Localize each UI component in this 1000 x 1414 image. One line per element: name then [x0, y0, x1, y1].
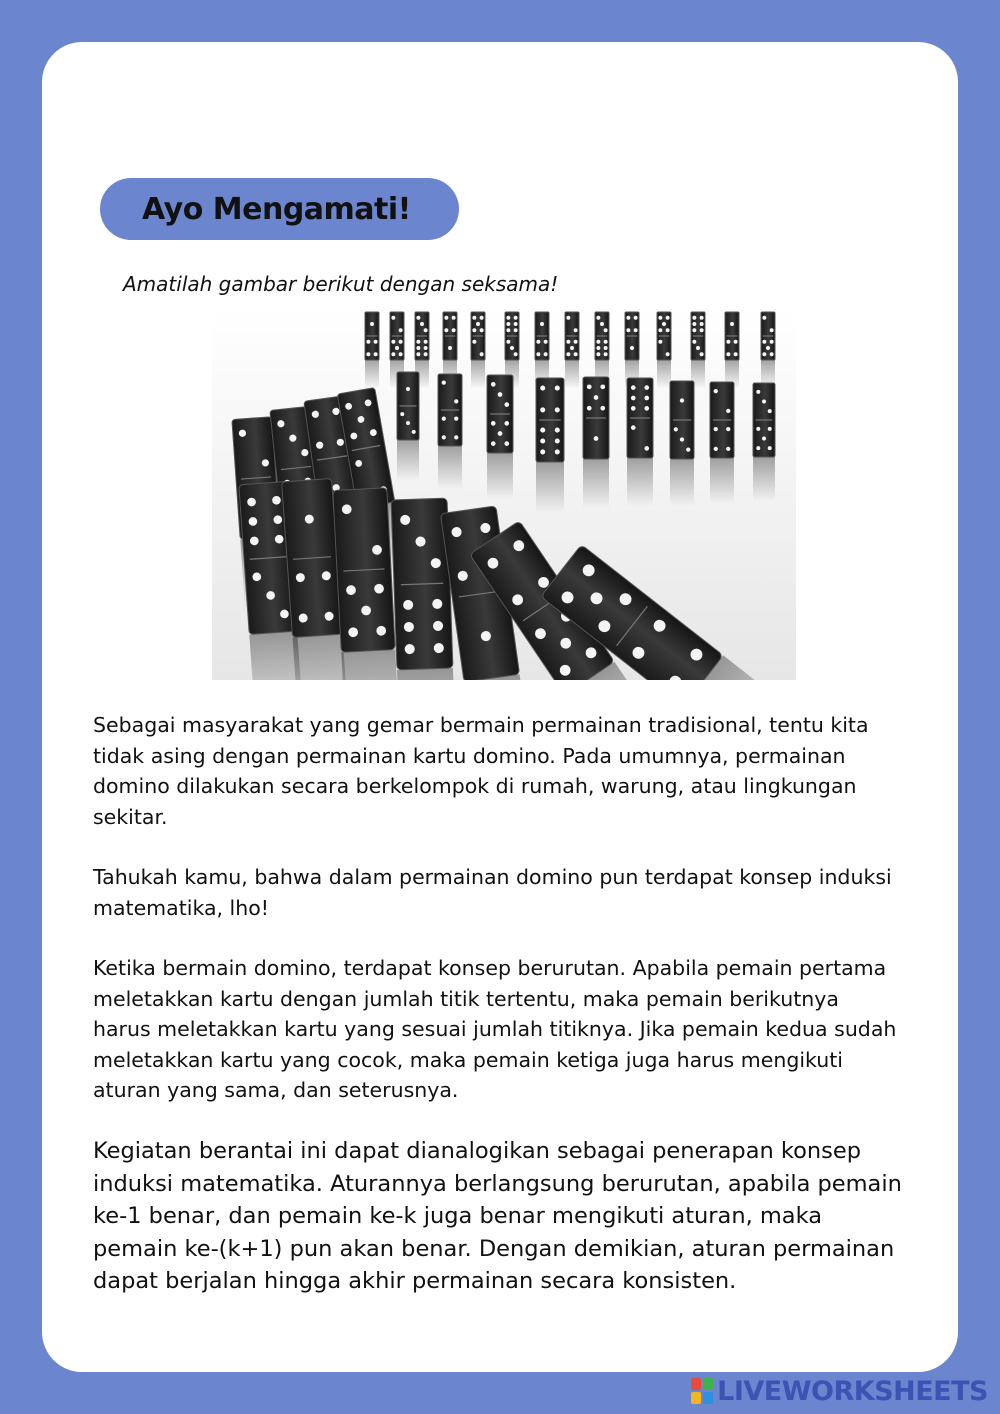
domino-tile	[691, 312, 705, 389]
domino-tile	[657, 312, 671, 389]
domino-tile	[670, 381, 694, 506]
domino-tile	[365, 312, 379, 389]
paragraph-intro: Sebagai masyarakat yang gemar bermain permainan tradisional, tentu kita tidak asing dengan permainan kartu domino. Pada umumnya, permainan domino dilakukan secara berkelompok di rumah, warung, atau lingkungan sekitar.	[93, 713, 869, 829]
section-heading-pill	[100, 178, 459, 240]
domino-tile	[583, 377, 609, 508]
paragraph-sequence: Ketika bermain domino, terdapat konsep berurutan. Apabila pemain pertama meletakkan kartu dengan jumlah titik tertentu, maka pemain berikutnya harus meletakkan kartu yang sesuai jumlah titiknya. Jika pemain kedua sudah meletakkan kartu yang cocok, maka pemain ketiga juga harus mengikuti aturan yang sama, dan seterusnya.	[93, 956, 897, 1102]
domino-tile	[725, 312, 739, 389]
domino-tile	[397, 372, 419, 481]
domino-tile	[753, 383, 775, 501]
domino-tile	[535, 312, 549, 389]
domino-tile	[627, 378, 653, 506]
instruction-text: Amatilah gambar berikut dengan seksama!	[123, 272, 559, 296]
domino-tile	[438, 374, 462, 489]
liveworksheets-brand	[691, 1374, 988, 1408]
liveworksheets-logo-icon	[691, 1378, 713, 1404]
domino-tile	[471, 312, 485, 389]
domino-tile	[536, 378, 564, 512]
domino-tile	[625, 312, 639, 389]
section-title: Ayo Mengamati!	[142, 191, 411, 227]
paragraph-induction: Kegiatan berantai ini dapat dianalogikan sebagai penerapan konsep induksi matematika. Aturannya berlangsung berurutan, apabila pemain ke-1 benar, dan pemain ke-k juga benar mengikuti aturan, maka pemain ke-(k+1) pun akan benar. Dengan demikian, aturan permainan dapat berjalan hingga akhir permainan secara konsisten.	[93, 1138, 902, 1294]
domino-tile	[710, 382, 734, 504]
domino-tile	[761, 312, 775, 389]
domino-tile	[565, 312, 579, 389]
paragraph-question: Tahukah kamu, bahwa dalam permainan domino pun terdapat konsep induksi matematika, lho!	[93, 865, 892, 920]
domino-photo	[212, 308, 796, 680]
domino-tile	[487, 375, 513, 500]
liveworksheets-wordmark: LIVEWORKSHEETS	[717, 1375, 988, 1407]
